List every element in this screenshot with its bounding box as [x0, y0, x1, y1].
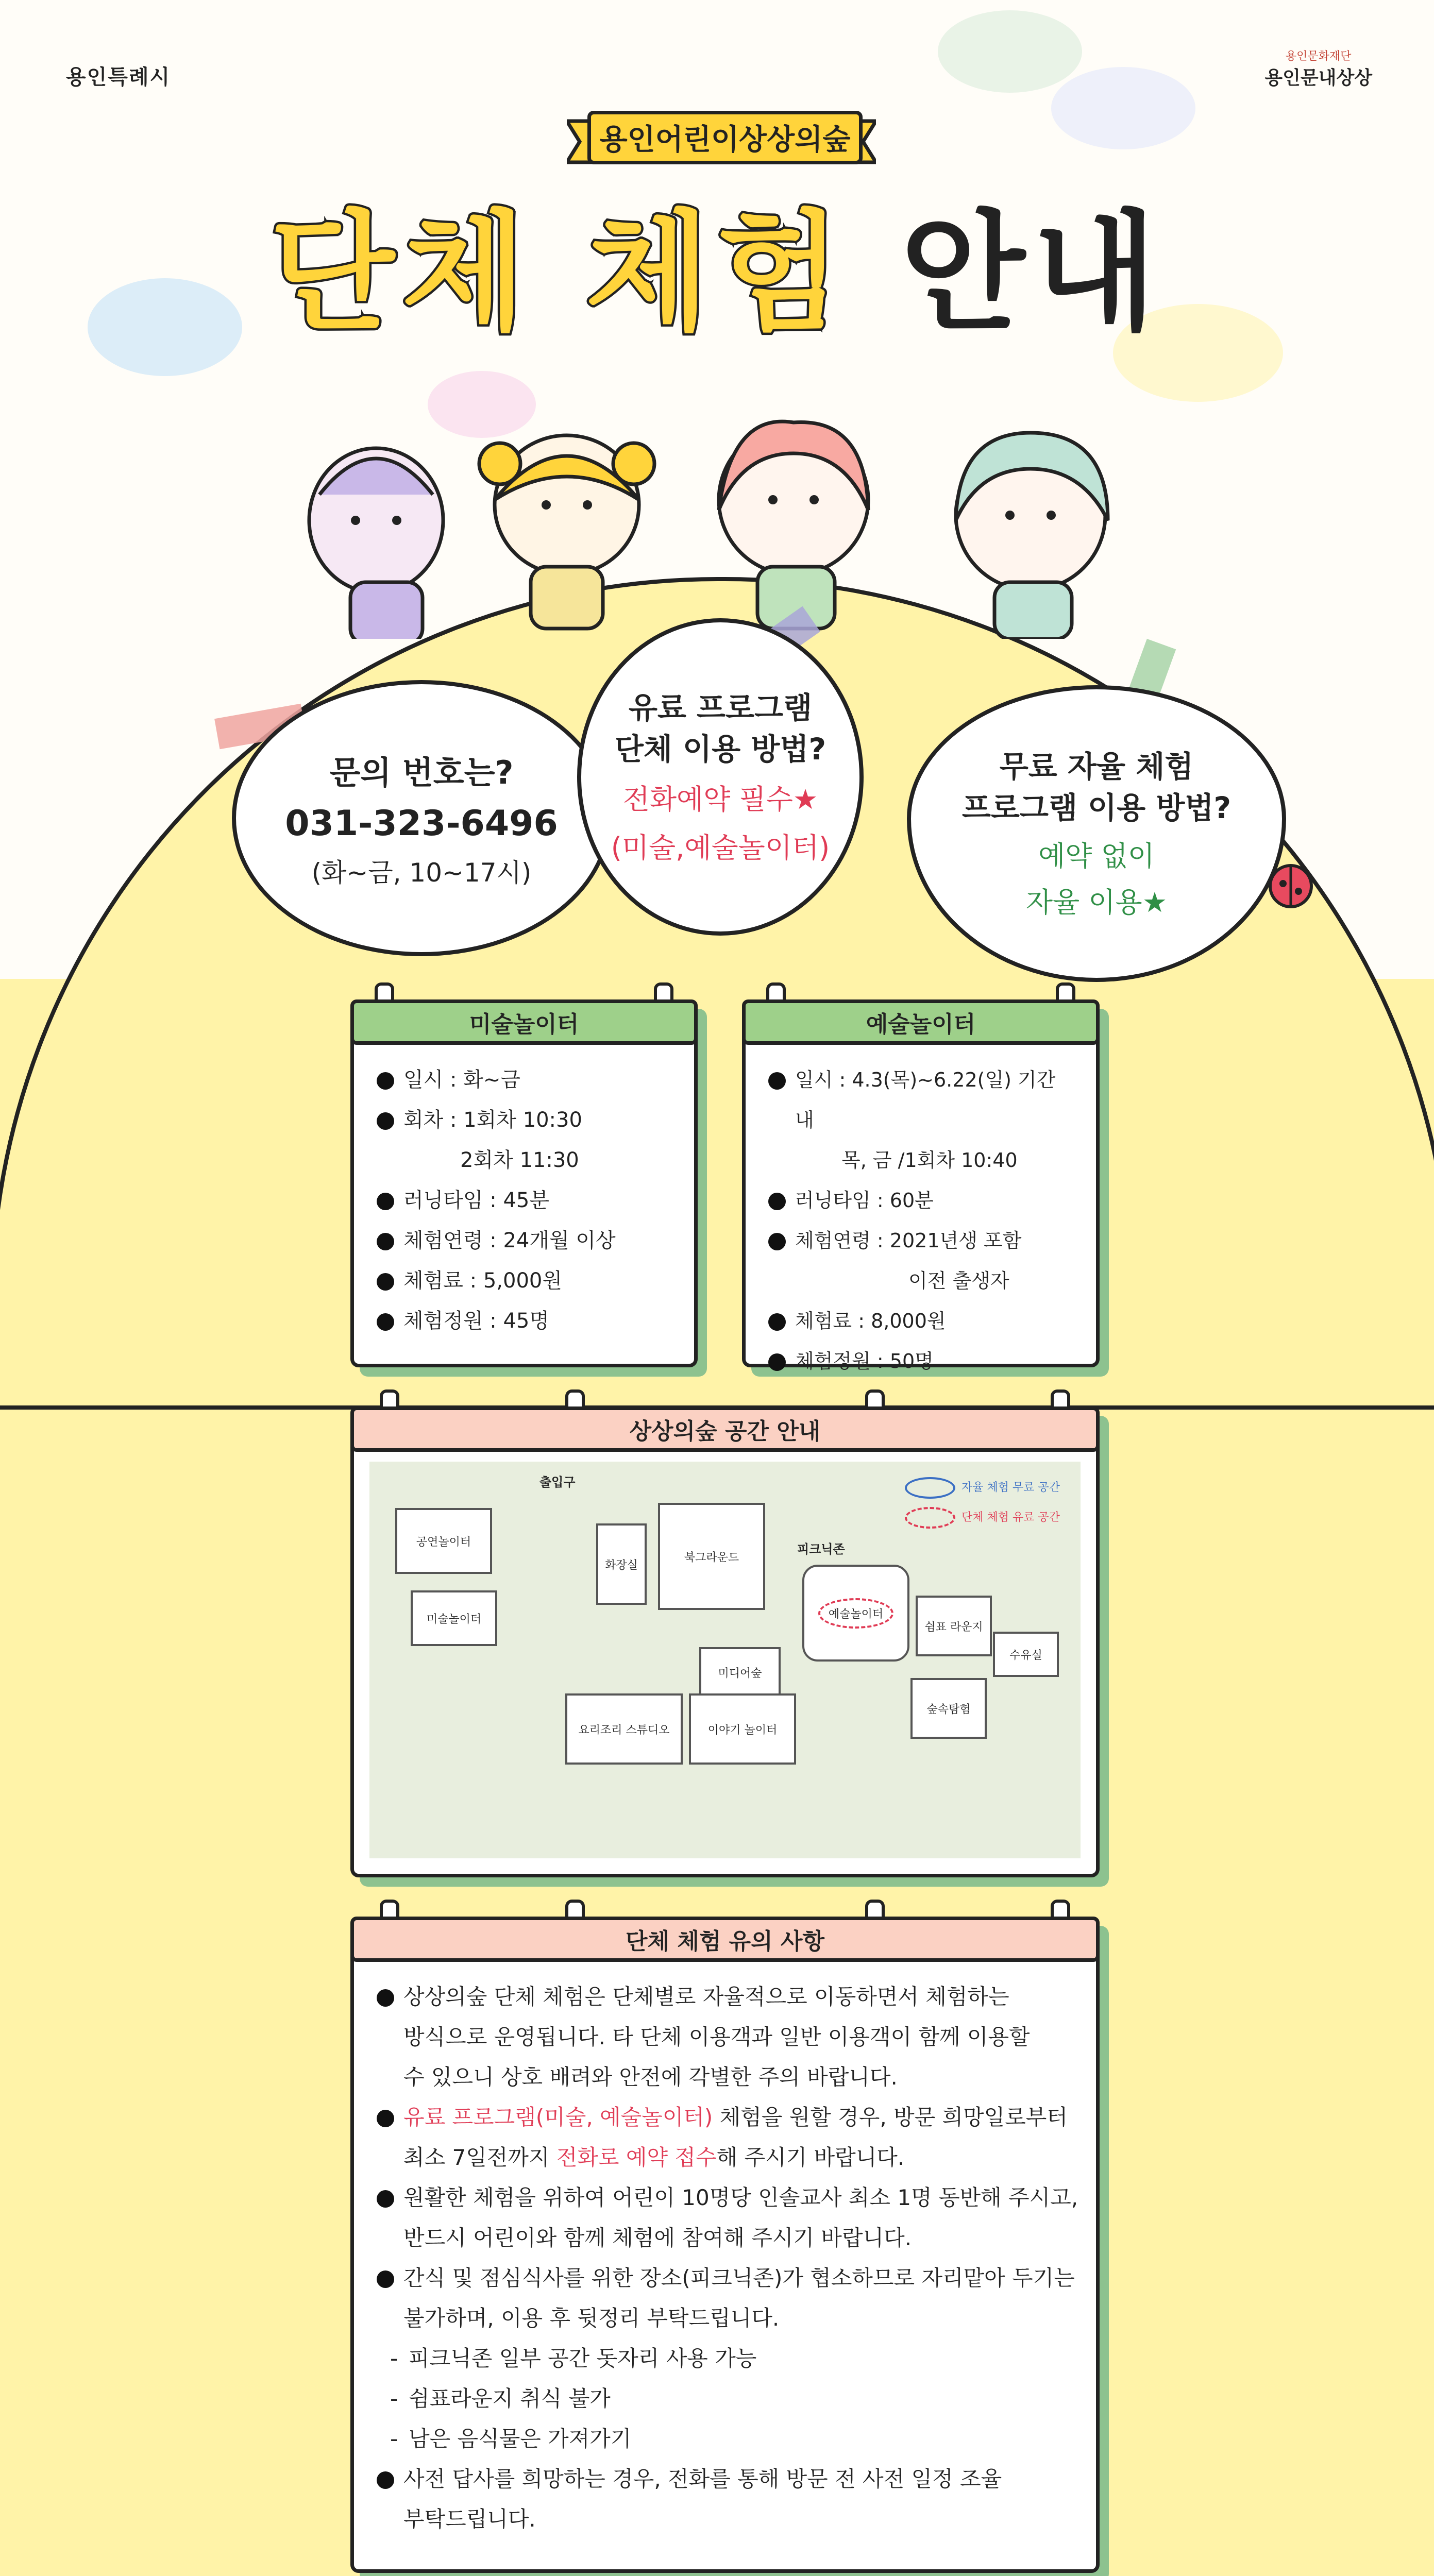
notice-line — [403, 2138, 1081, 2178]
notice-line: 원활한 체험을 위하여 어린이 10명당 인솔교사 최소 1명 동반해 주시고, — [403, 2185, 1078, 2210]
notice-line: 방식으로 운영됩니다. 타 단체 이용객과 일반 이용객이 함께 이용할 — [403, 2024, 1030, 2049]
info-row: 러닝타임 : 60분 — [764, 1180, 1081, 1221]
map-room-bookground — [658, 1503, 765, 1610]
space-map-card — [350, 1406, 1100, 1877]
room-label: 미술놀이터 — [426, 1613, 482, 1626]
map-room-art — [411, 1590, 497, 1646]
info-row: 일시 : 4.3(목)~6.22(일) 기간 내 — [764, 1060, 1081, 1140]
room-label: 요리조리 스튜디오 — [578, 1723, 670, 1737]
room-label: 공연놀이터 — [416, 1535, 471, 1549]
free-title-2: 프로그램 이용 방법? — [961, 790, 1231, 825]
contact-hours: (화~금, 10~17시) — [311, 858, 532, 888]
notice-line-text: 최소 7일전까지 — [403, 2145, 556, 2170]
notice-line: 간식 및 점심식사를 위한 장소(피크닉존)가 협소하므로 자리맡아 두기는 — [403, 2265, 1075, 2291]
legend-paid — [905, 1507, 1060, 1529]
foundation-logo-main: 용인문내상상 — [1264, 67, 1372, 89]
art-play-title: 미술놀이터 — [350, 999, 698, 1045]
map-room-cooking — [565, 1693, 683, 1765]
notice-item — [373, 2097, 1081, 2178]
room-label: 미디어숲 — [718, 1667, 762, 1680]
notice-item — [373, 2258, 1081, 2338]
notice-line: 상상의숲 단체 체험은 단체별로 자율적으로 이동하면서 체험하는 — [403, 1984, 1009, 2009]
ribbon-label: 용인어린이상상의숲 — [587, 111, 863, 164]
decor-blob — [1051, 67, 1195, 149]
map-room-toilet — [596, 1523, 647, 1605]
art-play-details — [373, 1060, 679, 1341]
info-row: 체험정원 : 45명 — [373, 1301, 679, 1341]
paid-title-1: 유료 프로그램 — [628, 690, 813, 725]
info-row-text: 이전 출생자 — [908, 1269, 1009, 1292]
info-row-text: 2회차 11:30 — [460, 1148, 579, 1172]
notice-line: 부탁드립니다. — [403, 2506, 536, 2532]
contact-phone[interactable]: 031-323-6496 — [285, 803, 558, 844]
notice-title: 단체 체험 유의 사항 — [350, 1917, 1100, 1962]
info-row: 회차 : 1회차 10:30 — [373, 1100, 679, 1140]
room-label: 예술놀이터 — [818, 1598, 893, 1629]
space-map-title: 상상의숲 공간 안내 — [350, 1406, 1100, 1452]
decor-blob — [938, 10, 1082, 93]
info-row — [764, 1261, 1081, 1301]
info-row: 체험연령 : 2021년생 포함 — [764, 1221, 1081, 1261]
notice-line-text: 해 주시기 바랍니다. — [716, 2145, 905, 2170]
room-label: 쉼표 라운지 — [924, 1620, 983, 1634]
free-line-2: 자율 이용★ — [1025, 886, 1168, 919]
map-room-story — [689, 1693, 796, 1765]
paid-title-2: 단체 이용 방법? — [614, 732, 826, 767]
notice-line — [403, 2097, 1081, 2138]
notice-line: 반드시 어린이와 함께 체험에 참여해 주시기 바랍니다. — [403, 2225, 912, 2250]
room-label: 이야기 놀이터 — [707, 1723, 778, 1737]
map-label-picnic: 피크닉존 — [797, 1542, 845, 1556]
children-illustration — [289, 392, 1165, 639]
notice-subitem: - 피크닉존 일부 공간 돗자리 사용 가능 — [373, 2338, 1081, 2379]
paid-line-2: (미술,예술놀이터) — [611, 832, 830, 864]
map-label-entrance: 출입구 — [539, 1475, 576, 1489]
floor-map — [369, 1462, 1081, 1858]
art-play-card — [350, 999, 698, 1367]
notice-line: 수 있으니 상호 배려와 안전에 각별한 주의 바랍니다. — [403, 2064, 898, 2090]
info-row: 체험료 : 8,000원 — [764, 1301, 1081, 1341]
notice-item — [373, 1977, 1081, 2097]
notice-list — [373, 1977, 1081, 2539]
notice-line: 사전 답사를 희망하는 경우, 전화를 통해 방문 전 사전 일정 조율 — [403, 2466, 1002, 2492]
map-room-nursing — [993, 1632, 1059, 1677]
highlight-text: 유료 프로그램(미술, 예술놀이터) — [403, 2105, 713, 2130]
page-title — [0, 196, 1434, 350]
notice-line-text: 체험을 원할 경우, 방문 희망일로부터 — [713, 2105, 1068, 2130]
map-room-forest — [910, 1678, 987, 1739]
legend-free-label: 자율 체험 무료 공간 — [961, 1481, 1060, 1494]
notice-subitem: - 남은 음식물은 가져가기 — [373, 2419, 1081, 2459]
paid-program-bubble — [577, 618, 864, 936]
map-room-arts — [802, 1565, 909, 1662]
notice-card — [350, 1917, 1100, 2573]
info-row — [764, 1140, 1081, 1180]
arts-play-card — [742, 999, 1100, 1372]
info-row: 러닝타임 : 45분 — [373, 1180, 679, 1221]
map-room-performance — [395, 1508, 492, 1574]
free-title-1: 무료 자율 체험 — [999, 749, 1194, 784]
paid-line-1: 전화예약 필수★ — [622, 783, 818, 816]
legend-free — [905, 1477, 1060, 1499]
arts-play-details — [764, 1060, 1081, 1381]
arts-play-title: 예술놀이터 — [742, 999, 1100, 1045]
map-room-symbol — [916, 1596, 992, 1656]
title-ribbon — [567, 106, 876, 167]
notice-subitem: - 쉼표라운지 취식 불가 — [373, 2379, 1081, 2419]
foundation-logo-small: 용인문화재단 — [1285, 50, 1352, 63]
yongin-city-logo: 용인특례시 — [66, 65, 171, 89]
title-highlight: 단체 체험 — [269, 198, 849, 348]
contact-title: 문의 번호는? — [329, 754, 514, 791]
ladybug-icon — [1262, 855, 1319, 912]
info-row: 일시 : 화~금 — [373, 1060, 679, 1100]
notice-item — [373, 2459, 1081, 2539]
info-row-text: 목, 금 /1회차 10:40 — [841, 1149, 1018, 1172]
notice-item — [373, 2178, 1081, 2258]
info-row: 체험연령 : 24개월 이상 — [373, 1221, 679, 1261]
legend-paid-label: 단체 체험 유료 공간 — [961, 1511, 1060, 1524]
room-label: 숲속탐험 — [926, 1703, 971, 1716]
room-label: 화장실 — [605, 1558, 638, 1572]
info-row: 체험료 : 5,000원 — [373, 1261, 679, 1301]
room-label: 수유실 — [1009, 1649, 1042, 1662]
contact-bubble — [232, 680, 611, 956]
free-line-1: 예약 없이 — [1038, 840, 1155, 872]
info-row: 체험정원 : 50명 — [764, 1341, 1081, 1381]
map-room-media — [699, 1647, 781, 1698]
notice-line: 불가하며, 이용 후 뒷정리 부탁드립니다. — [403, 2306, 780, 2331]
info-row — [373, 1140, 679, 1180]
title-rest: 안내 — [901, 198, 1165, 348]
map-legend — [905, 1477, 1060, 1529]
room-label: 북그라운드 — [684, 1551, 739, 1564]
highlight-text: 전화로 예약 접수 — [556, 2145, 717, 2170]
foundation-logo — [1264, 47, 1372, 90]
